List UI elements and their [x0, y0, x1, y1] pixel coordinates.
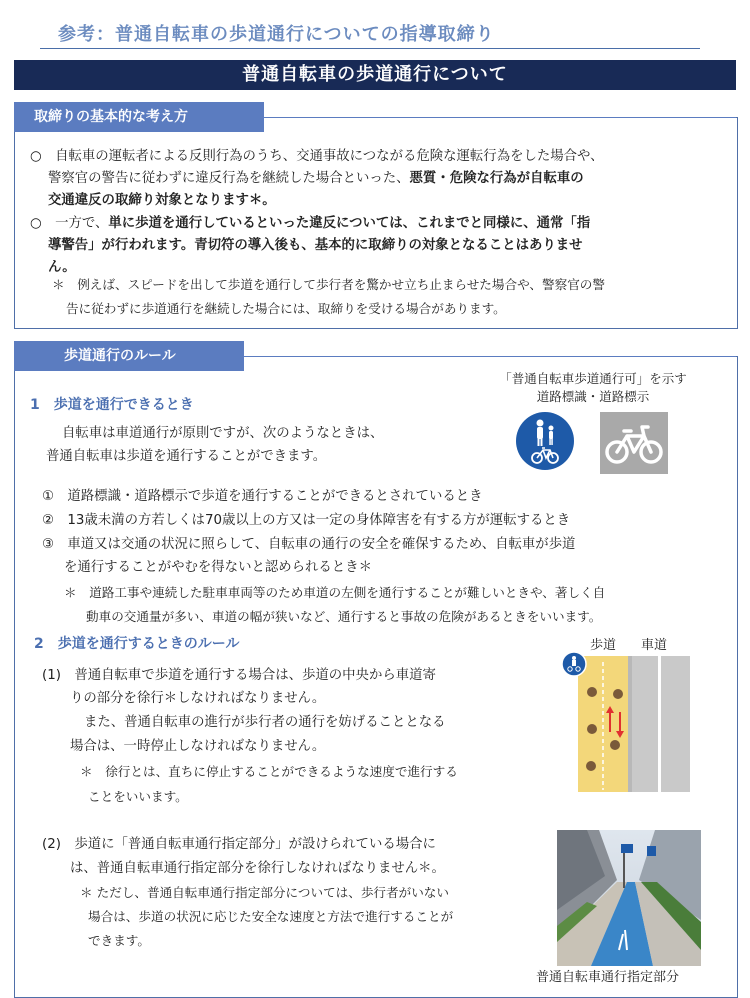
bullet1-line2-normal: 警察官の警告に従わずに違反行為を継続した場合といった、	[48, 171, 410, 186]
diagram-label-sidewalk: 歩道	[590, 638, 617, 653]
heading-rules-when-riding: 2 歩道を通行するときのルール	[34, 636, 240, 652]
rule2-note-line1: ＊ ただし、普通自転車通行指定部分については、歩行者がいない	[80, 885, 449, 900]
rule1-note-line2: ことをいいます。	[88, 789, 188, 804]
sidewalk-diagram	[560, 650, 690, 794]
bullet2-line2: 導警告」が行われます。青切符の導入後も、基本的に取締りの対象となることはありませ	[48, 238, 583, 253]
enforcement-note-line1: ＊ 例えば、スピードを出して歩道を通行して歩行者を驚かせ立ち止まらせた場合や、警察官の警	[52, 277, 605, 292]
reference-title: 参考：普通自転車の歩道通行についての指導取締り	[58, 24, 495, 45]
photo-caption: 普通自転車通行指定部分	[536, 970, 680, 985]
tab-sidewalk-rules: 歩道通行のルール	[14, 341, 244, 371]
rule1-line3: また、普通自転車の進行が歩行者の通行を妨げることとなる	[84, 715, 446, 730]
bullet2-line1-normal: ○ 一方で、	[30, 216, 109, 231]
rule2-note-line2: 場合は、歩道の状況に応じた安全な速度と方法で進行することが	[88, 909, 454, 924]
bullet1-line3: 交通違反の取締り対象となります＊。	[48, 193, 276, 208]
bullet1-line2-bold: 悪質・危険な行為が自転車の	[409, 171, 584, 186]
designated-bicycle-lane-photo	[557, 830, 701, 966]
bullet2-line1-bold: 単に歩道を通行しているといった違反については、これまでと同様に、通常「指	[108, 216, 591, 231]
rule2-line2: は、普通自転車通行指定部分を徐行しなければなりません＊。	[70, 861, 445, 876]
bullet2-line3: ん。	[48, 260, 76, 275]
tab-underline	[244, 356, 736, 357]
condition-note-line1: ＊ 道路工事や連続した駐車車両等のため車道の左側を通行することが難しいときや、著しく自	[64, 585, 606, 600]
page-banner-title: 普通自転車の歩道通行について	[14, 60, 736, 90]
rule1-note-line1: ＊ 徐行とは、直ちに停止することができるような速度で進行する	[80, 764, 458, 779]
intro-line1: 自転車は車道通行が原則ですが、次のようなときは、	[62, 426, 384, 441]
heading-when-allowed: 1 歩道を通行できるとき	[30, 397, 194, 413]
condition-note-line2: 動車の交通量が多い、車道の幅が狭いなど、通行すると事故の危険があるときをいいます。	[86, 609, 602, 624]
condition-item-2: ② 13歳未満の方若しくは70歳以上の方又は一定の身体障害を有する方が運転するとき	[42, 513, 571, 528]
condition-item-3-cont: を通行することがやむを得ないと認められるとき＊	[64, 560, 372, 575]
enforcement-note-line2: 告に従わずに歩道通行を継続した場合には、取締りを受ける場合があります。	[66, 301, 506, 316]
intro-line2: 普通自転車は歩道を通行することができます。	[46, 449, 327, 464]
rule1-line2: りの部分を徐行＊しなければなりません。	[70, 691, 326, 706]
bullet2-line1	[30, 213, 590, 235]
diagram-label-roadway: 車道	[641, 638, 668, 653]
tab-enforcement-basics: 取締りの基本的な考え方	[14, 102, 264, 132]
sign-caption-line1: 「普通自転車歩道通行可」を示す	[499, 371, 687, 386]
sidewalk-bicycle-permitted-sign-icon	[512, 408, 578, 474]
sign-caption-line2: 道路標識・道路標示	[536, 389, 650, 404]
bicycle-road-marking-icon	[600, 412, 668, 474]
bullet1-line1: ○ 自転車の運転者による反則行為のうち、交通事故につながる危険な運転行為をした場合や、	[30, 149, 604, 164]
rule1-line4: 場合は、一時停止しなければなりません。	[70, 739, 326, 754]
rule2-line1: (2) 歩道に「普通自転車通行指定部分」が設けられている場合に	[42, 837, 436, 852]
rule1-line1: (1) 普通自転車で歩道を通行する場合は、歩道の中央から車道寄	[42, 668, 436, 683]
condition-item-1: ① 道路標識・道路標示で歩道を通行することができるとされているとき	[42, 489, 483, 504]
tab-underline	[244, 117, 736, 118]
header-divider	[40, 48, 700, 49]
bullet1-line2	[48, 168, 584, 190]
rule2-note-line3: できます。	[88, 933, 150, 948]
condition-item-3: ③ 車道又は交通の状況に照らして、自転車の通行の安全を確保するため、自転車が歩道	[42, 537, 576, 552]
